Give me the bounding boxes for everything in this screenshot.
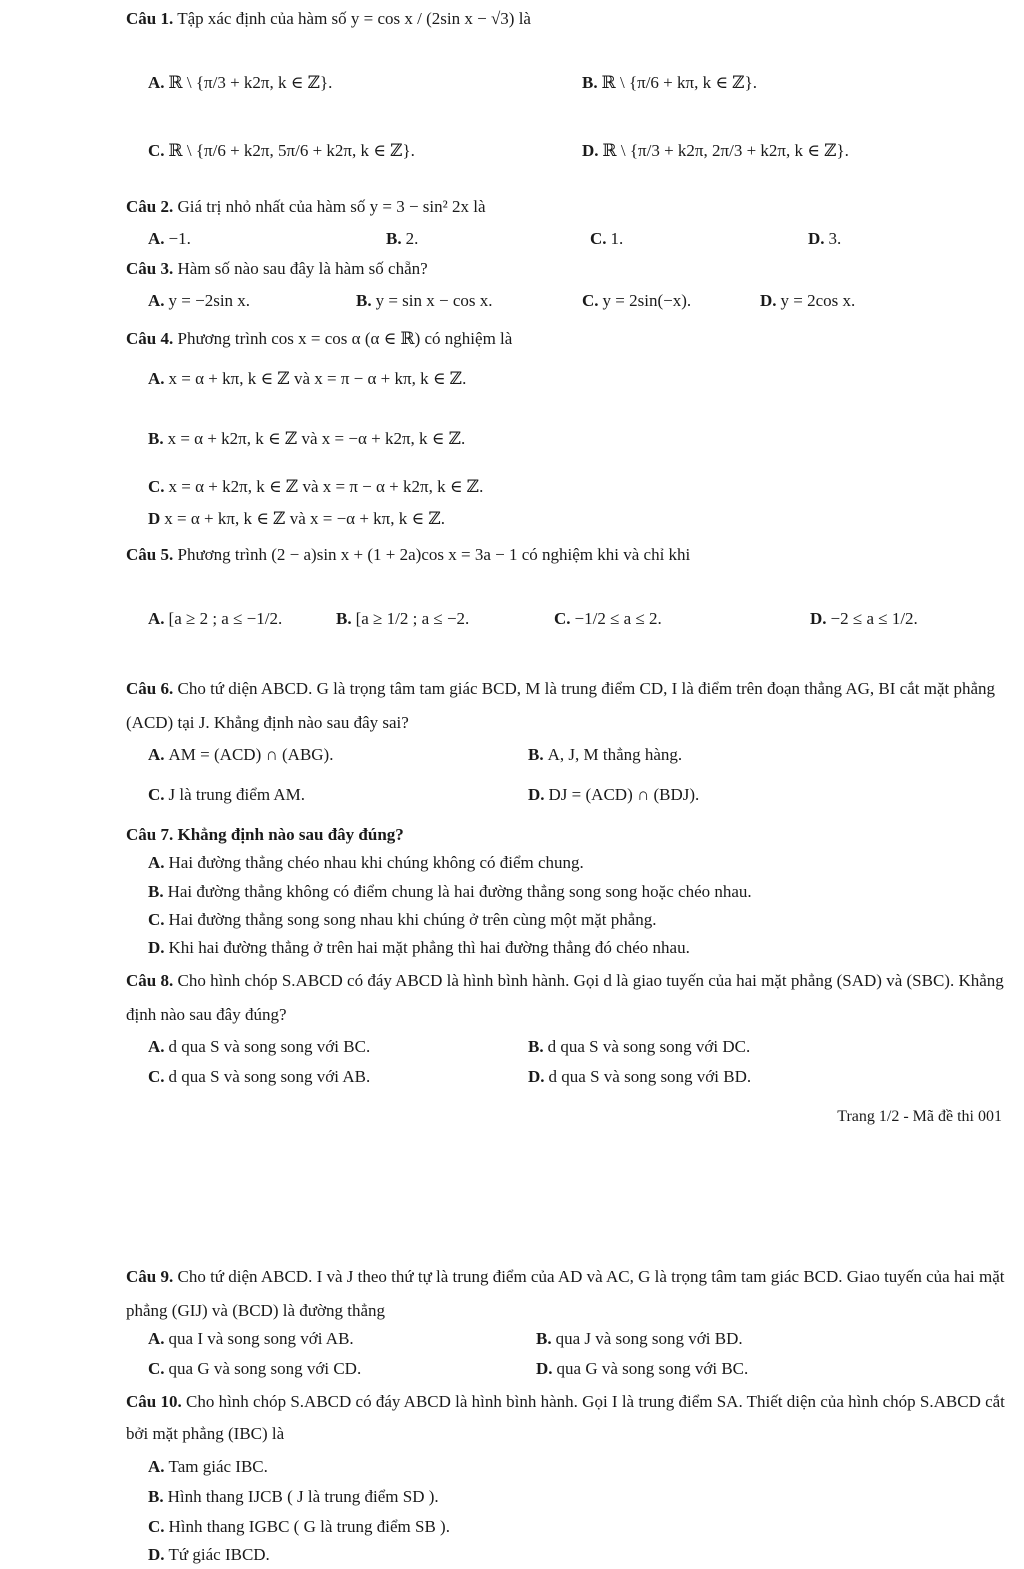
- question-3-text: Hàm số nào sau đây là hàm số chẵn?: [177, 259, 428, 278]
- question-5-option-a[interactable]: A. [a ≥ 2 ; a ≤ −1/2.: [148, 609, 283, 628]
- question-1-stem: Câu 1. Tập xác định của hàm số y = cos x / (2sin x − √3) là: [126, 9, 531, 28]
- question-4-option-b[interactable]: B. x = α + k2π, k ∈ ℤ và x = −α + k2π, k ∈ ℤ.: [148, 429, 466, 448]
- page-footer: Trang 1/2 - Mã đề thi 001: [837, 1108, 1002, 1125]
- question-10-option-c[interactable]: C. Hình thang IGBC ( G là trung điểm SB ).: [148, 1517, 450, 1536]
- question-9-option-c[interactable]: C. qua G và song song với CD.: [148, 1359, 362, 1378]
- question-2-option-a[interactable]: A. −1.: [148, 229, 191, 248]
- question-10-option-a[interactable]: A. Tam giác IBC.: [148, 1457, 268, 1476]
- question-3-option-d[interactable]: D. y = 2cos x.: [760, 291, 856, 310]
- question-6-option-a[interactable]: A. AM = (ACD) ∩ (ABG).: [148, 745, 334, 764]
- question-9-option-d[interactable]: D. qua G và song song với BC.: [536, 1359, 749, 1378]
- question-10-option-d[interactable]: D. Tứ giác IBCD.: [148, 1545, 270, 1564]
- question-2-text: Giá trị nhỏ nhất của hàm số y = 3 − sin² 2x là: [177, 197, 486, 216]
- question-9: Câu 9. Cho tứ diện ABCD. I và J theo thứ tự là trung điểm của AD và AC, G là trọng tâm tam giác BCD. Giao tuyến của hai mặt phẳng (GIJ) và (BCD) là đường thẳng: [126, 1267, 1005, 1320]
- question-4-option-c[interactable]: C. x = α + k2π, k ∈ ℤ và x = π − α + k2π, k ∈ ℤ.: [148, 477, 484, 496]
- question-9-text: Cho tứ diện ABCD. I và J theo thứ tự là trung điểm của AD và AC, G là trọng tâm tam giác BCD. Giao tuyến của hai mặt phẳng (GIJ) và (BCD) là đường thẳng: [126, 1267, 1005, 1320]
- question-3-option-b[interactable]: B. y = sin x − cos x.: [356, 291, 493, 310]
- question-7-text: Khẳng định nào sau đây đúng?: [177, 825, 404, 844]
- question-1-option-a[interactable]: A. ℝ \ {π/3 + k2π, k ∈ ℤ}.: [148, 73, 333, 92]
- question-1-text: Tập xác định của hàm số y = cos x / (2sin x − √3) là: [177, 9, 531, 28]
- question-8-option-c[interactable]: C. d qua S và song song với AB.: [148, 1067, 371, 1086]
- question-1: [126, 8, 1006, 29]
- question-2-option-d[interactable]: D. 3.: [808, 229, 842, 248]
- page-break: [0, 1140, 1024, 1245]
- question-5: Câu 5. Phương trình (2 − a)sin x + (1 + 2a)cos x = 3a − 1 có nghiệm khi và chỉ khi: [126, 545, 691, 564]
- question-10: Câu 10. Cho hình chóp S.ABCD có đáy ABCD là hình bình hành. Gọi I là trung điểm SA. Thiết diện của hình chóp S.ABCD cắt bởi mặt phẳng (IBC) là: [126, 1392, 1005, 1443]
- question-7: Câu 7. Khẳng định nào sau đây đúng?: [126, 825, 404, 844]
- question-4: Câu 4. Phương trình cos x = cos α (α ∈ ℝ) có nghiệm là: [126, 329, 513, 348]
- question-5-option-b[interactable]: B. [a ≥ 1/2 ; a ≤ −2.: [336, 609, 470, 628]
- question-10-text: Cho hình chóp S.ABCD có đáy ABCD là hình bình hành. Gọi I là trung điểm SA. Thiết diện của hình chóp S.ABCD cắt bởi mặt phẳng (IBC) là: [126, 1392, 1005, 1443]
- question-4-option-d[interactable]: D x = α + kπ, k ∈ ℤ và x = −α + kπ, k ∈ ℤ.: [148, 509, 445, 528]
- question-10-option-b[interactable]: B. Hình thang IJCB ( J là trung điểm SD ).: [148, 1487, 439, 1506]
- question-9-option-b[interactable]: B. qua J và song song với BD.: [536, 1329, 743, 1348]
- question-5-text: Phương trình (2 − a)sin x + (1 + 2a)cos x = 3a − 1 có nghiệm khi và chỉ khi: [177, 545, 691, 564]
- question-7-option-a[interactable]: A. Hai đường thẳng chéo nhau khi chúng không có điểm chung.: [148, 853, 584, 872]
- question-7-option-d[interactable]: D. Khi hai đường thẳng ở trên hai mặt phẳng thì hai đường thẳng đó chéo nhau.: [148, 938, 690, 957]
- question-3: Câu 3. Hàm số nào sau đây là hàm số chẵn?: [126, 259, 428, 278]
- question-7-option-b[interactable]: B. Hai đường thẳng không có điểm chung là hai đường thẳng song song hoặc chéo nhau.: [148, 882, 752, 901]
- question-5-option-c[interactable]: C. −1/2 ≤ a ≤ 2.: [554, 609, 662, 628]
- question-6-option-c[interactable]: C. J là trung điểm AM.: [148, 785, 305, 804]
- question-3-option-c[interactable]: C. y = 2sin(−x).: [582, 291, 692, 310]
- question-6: Câu 6. Cho tứ diện ABCD. G là trọng tâm tam giác BCD, M là trung điểm CD, I là điểm trên đoạn thẳng AG, BI cắt mặt phẳng (ACD) tại J. Khẳng định nào sau đây sai?: [126, 679, 996, 732]
- question-8: Câu 8. Cho hình chóp S.ABCD có đáy ABCD là hình bình hành. Gọi d là giao tuyến của hai mặt phẳng (SAD) và (SBC). Khẳng định nào sau đây đúng?: [126, 971, 1004, 1024]
- question-8-option-d[interactable]: D. d qua S và song song với BD.: [528, 1067, 752, 1086]
- question-7-option-c[interactable]: C. Hai đường thẳng song song nhau khi chúng ở trên cùng một mặt phẳng.: [148, 910, 657, 929]
- question-8-option-a[interactable]: A. d qua S và song song với BC.: [148, 1037, 371, 1056]
- question-2: Câu 2. Giá trị nhỏ nhất của hàm số y = 3 − sin² 2x là: [126, 197, 486, 216]
- question-6-text: Cho tứ diện ABCD. G là trọng tâm tam giác BCD, M là trung điểm CD, I là điểm trên đoạn thẳng AG, BI cắt mặt phẳng (ACD) tại J. Khẳng định nào sau đây sai?: [126, 679, 996, 732]
- question-2-option-c[interactable]: C. 1.: [590, 229, 624, 248]
- question-9-option-a[interactable]: A. qua I và song song với AB.: [148, 1329, 354, 1348]
- question-5-option-d[interactable]: D. −2 ≤ a ≤ 1/2.: [810, 609, 918, 628]
- question-1-option-c[interactable]: C. ℝ \ {π/6 + k2π, 5π/6 + k2π, k ∈ ℤ}.: [148, 141, 415, 160]
- question-3-option-a[interactable]: A. y = −2sin x.: [148, 291, 251, 310]
- question-1-option-b[interactable]: B. ℝ \ {π/6 + kπ, k ∈ ℤ}.: [582, 73, 757, 92]
- question-8-option-b[interactable]: B. d qua S và song song với DC.: [528, 1037, 751, 1056]
- question-4-text: Phương trình cos x = cos α (α ∈ ℝ) có nghiệm là: [177, 329, 513, 348]
- question-8-text: Cho hình chóp S.ABCD có đáy ABCD là hình bình hành. Gọi d là giao tuyến của hai mặt phẳng (SAD) và (SBC). Khẳng định nào sau đây đúng?: [126, 971, 1004, 1024]
- question-4-option-a[interactable]: A. x = α + kπ, k ∈ ℤ và x = π − α + kπ, k ∈ ℤ.: [148, 369, 467, 388]
- question-6-option-d[interactable]: D. DJ = (ACD) ∩ (BDJ).: [528, 785, 700, 804]
- question-2-option-b[interactable]: B. 2.: [386, 229, 419, 248]
- question-1-option-d[interactable]: D. ℝ \ {π/3 + k2π, 2π/3 + k2π, k ∈ ℤ}.: [582, 141, 849, 160]
- question-6-option-b[interactable]: B. A, J, M thẳng hàng.: [528, 745, 683, 764]
